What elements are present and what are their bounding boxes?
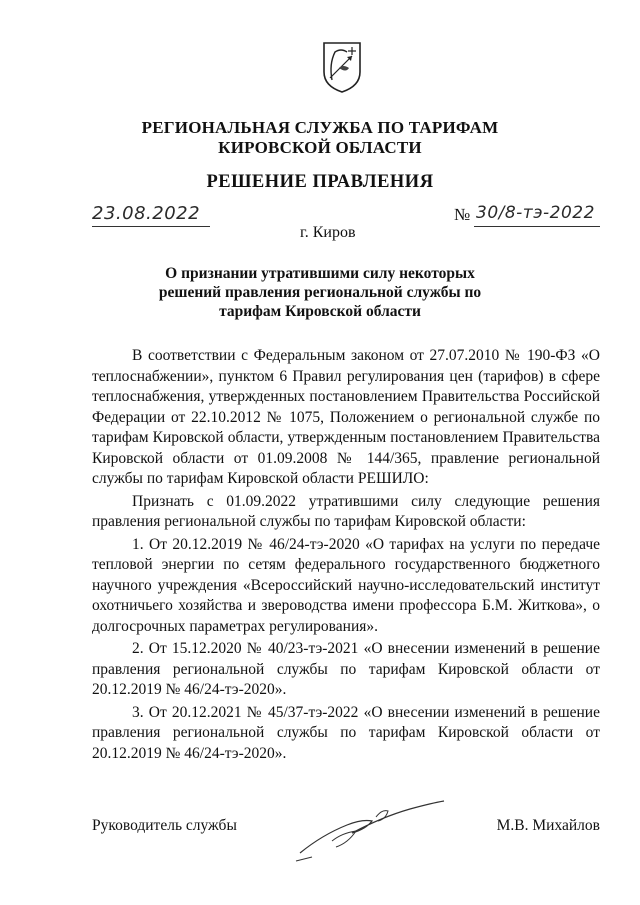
number-label: № [454, 205, 471, 224]
document-body [92, 346, 600, 764]
preamble-text: В соответствии с Федеральным законом от 27.07.2010 № 190-ФЗ «О теплоснабжении», пунктом 6 Правил регулирования цен (тарифов) в сфере теплоснабжения, утвержденных постановлением Правительства Российской Федерации от 22.10.2012 № 1075, Положением о региональной службе по тарифам Кировской области, утвержденным постановлением Правительства Кировской области от 01.09.2008 № 144/365, правление региональной службы по тарифам Кировской области [92, 347, 600, 487]
subject-line: решений правления региональной службы по [158, 284, 482, 301]
subject-line: О признании утратившими силу некоторых [165, 265, 475, 282]
document-number: 30/8-тэ-2022 [476, 203, 595, 223]
city: г. Киров [300, 224, 356, 241]
document-title: РЕШЕНИЕ ПРАВЛЕНИЯ [206, 172, 434, 192]
decided-word: РЕШИЛО: [357, 470, 429, 487]
list-item: 2. От 15.12.2020 № 40/23-тэ-2021 «О внесении изменений в решение правления региональной службы по тарифам Кировской области от 20.12.2019 № 46/24-тэ-2020». [92, 640, 600, 698]
intro-paragraph: Признать с 01.09.2022 утратившими силу следующие решения правления региональной службы по тарифам Кировской области: [92, 492, 600, 530]
coat-of-arms-icon [321, 40, 363, 94]
handwritten-signature-icon [292, 795, 452, 863]
subject-line: тарифам Кировской области [219, 303, 421, 320]
preamble-paragraph [92, 346, 600, 490]
list-item: 3. От 20.12.2021 № 45/37-тэ-2022 «О внесении изменений в решение правления региональной службы по тарифам Кировской области от 20.12.2019 № 46/24-тэ-2020». [92, 703, 600, 762]
document-date: 23.08.2022 [92, 203, 201, 224]
number-underline [474, 226, 600, 227]
date-underline [92, 226, 210, 227]
organization-region: КИРОВСКОЙ ОБЛАСТИ [218, 138, 422, 157]
document-subject [0, 264, 640, 321]
signatory-name: М.В. Михайлов [496, 817, 600, 834]
signatory-role: Руководитель службы [92, 817, 237, 834]
organization-name: РЕГИОНАЛЬНАЯ СЛУЖБА ПО ТАРИФАМ [141, 118, 499, 137]
list-item: 1. От 20.12.2019 № 46/24-тэ-2020 «О тарифах на услуги по передаче тепловой энергии по сетям федерального государственного бюджетного научного учреждения «Всероссийский научно-исследовательский институт охотничьего хозяйства и звероводства имени профессора Б.М. Житкова», о долгосрочных параметрах регулирования». [92, 535, 600, 635]
